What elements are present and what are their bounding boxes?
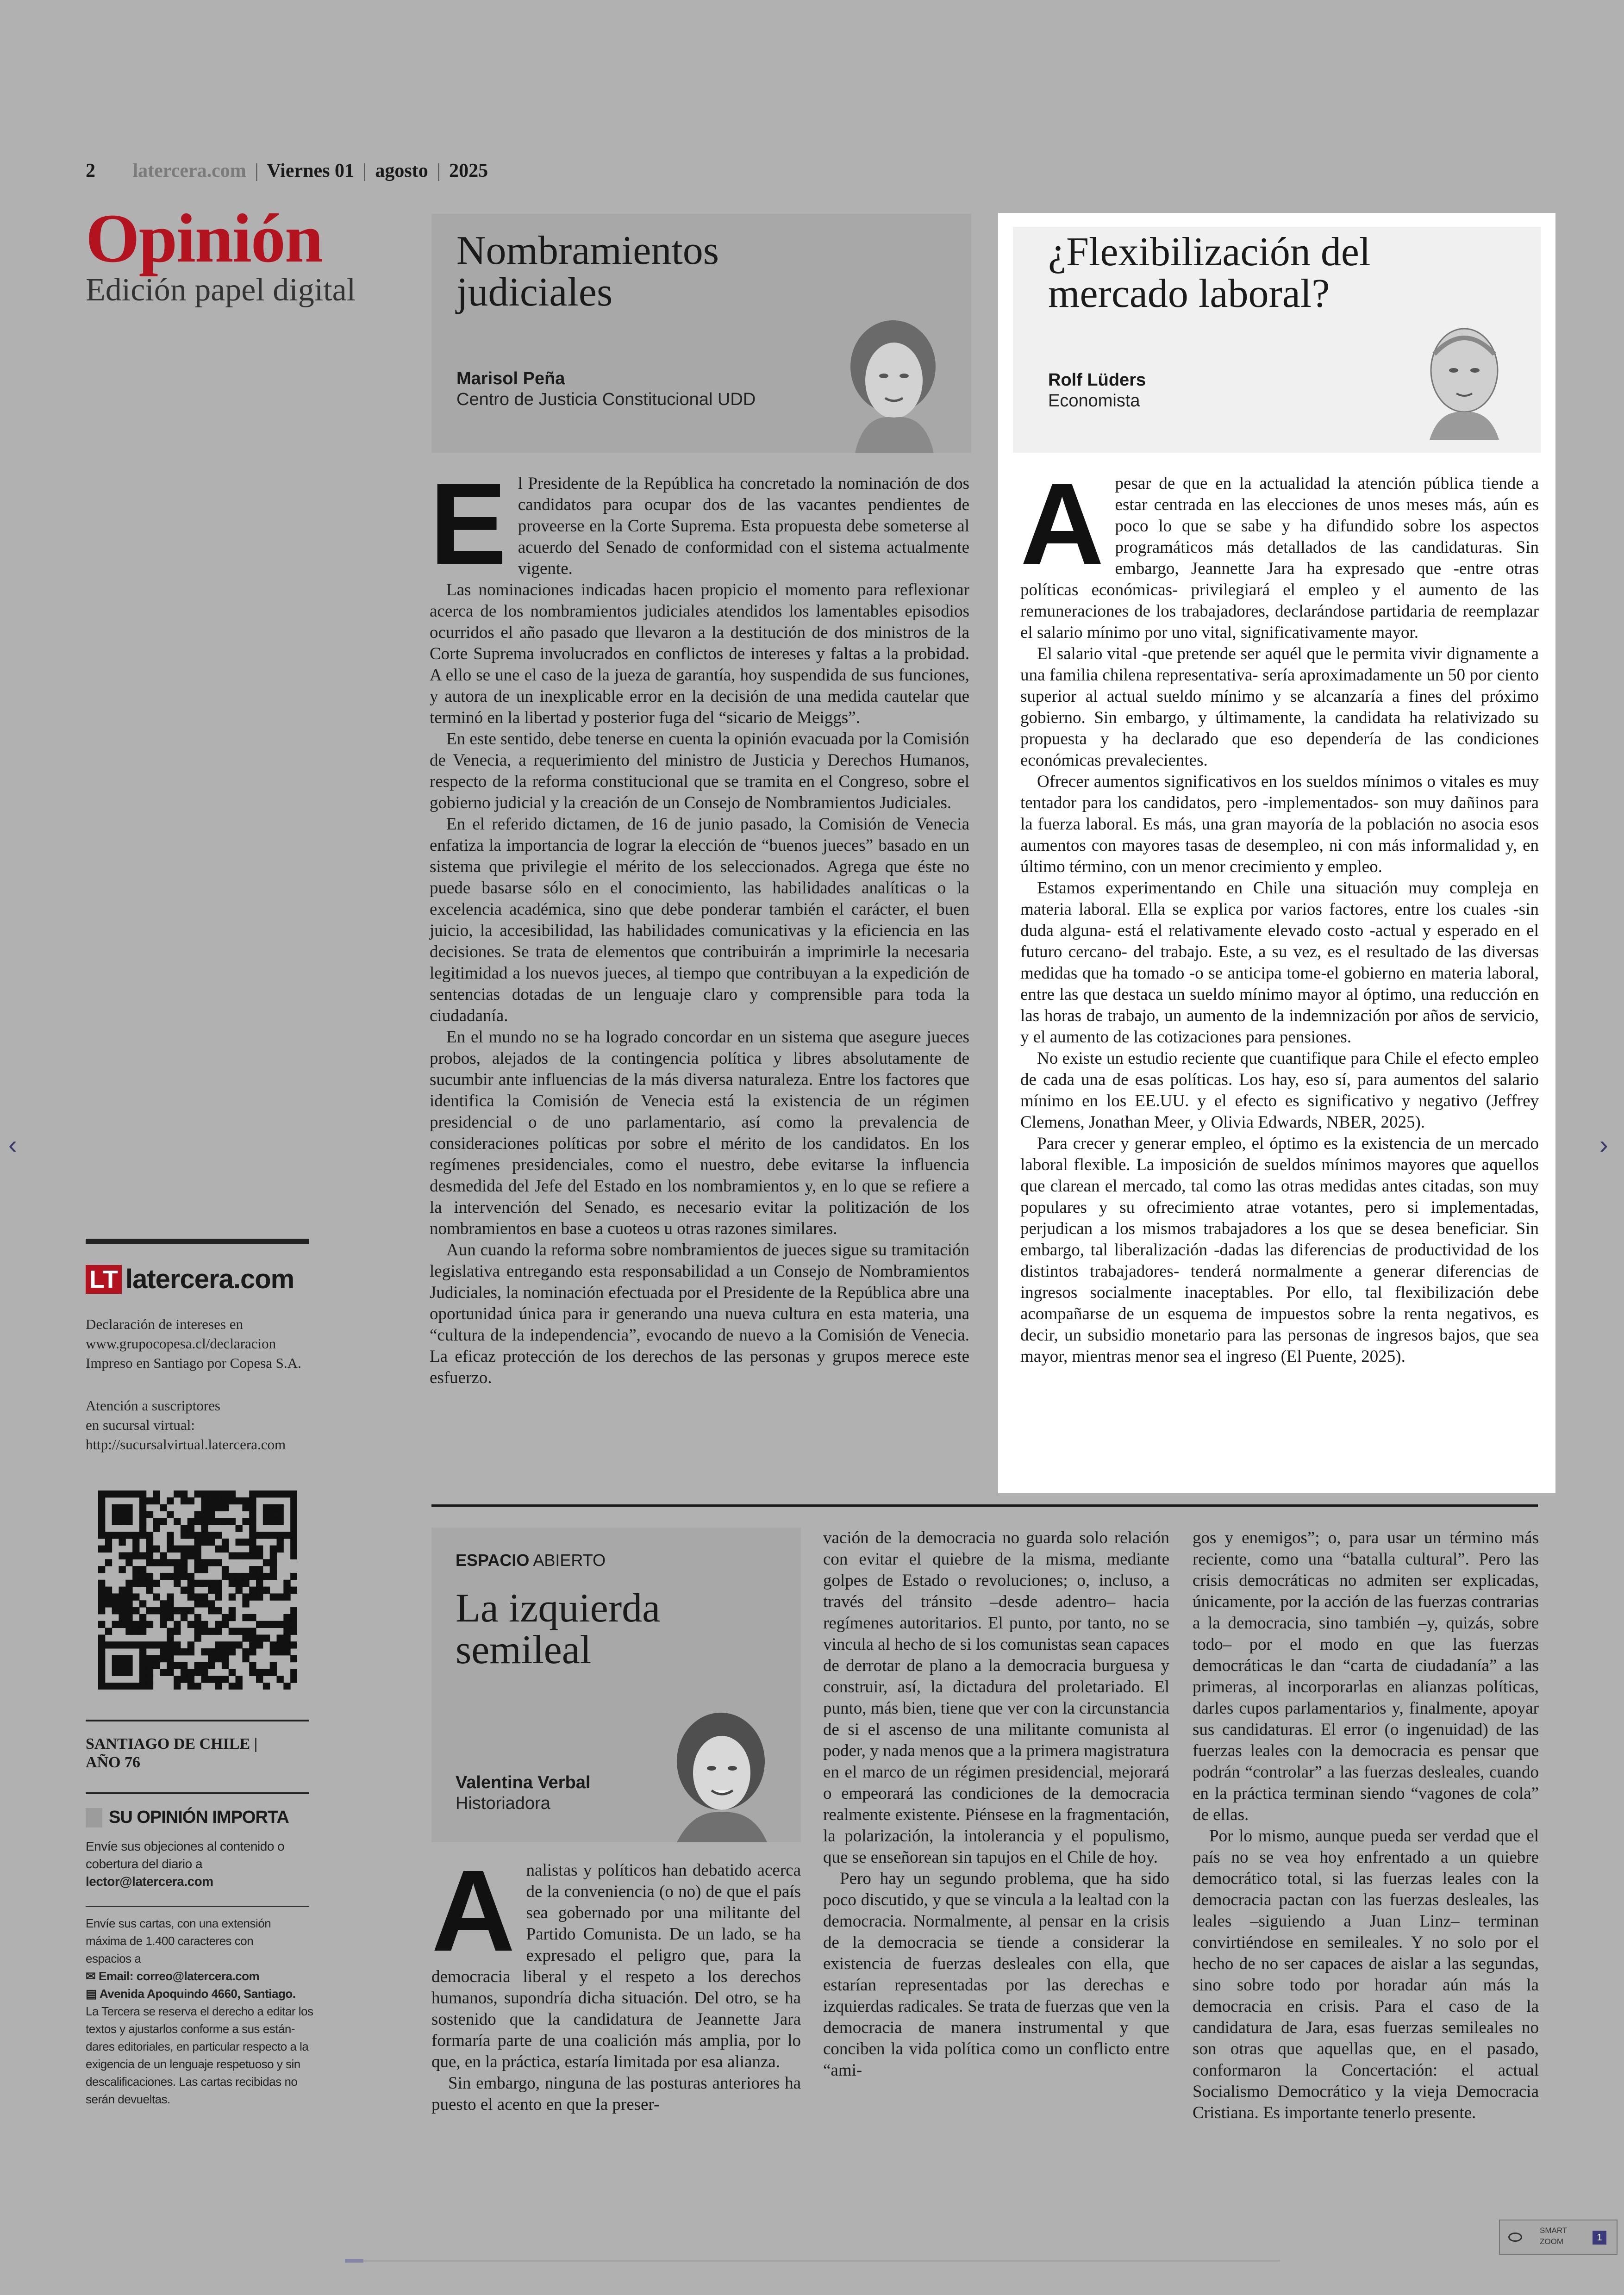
- article1-title: Nombramientos judiciales: [456, 228, 719, 315]
- author-portrait: [665, 1708, 776, 1842]
- smart-zoom-badge: 1: [1593, 2231, 1606, 2245]
- opinion-heading: SU OPINIÓN IMPORTA: [86, 1808, 289, 1827]
- page-number: 2: [86, 160, 95, 181]
- article1-header: [431, 214, 971, 453]
- divider: [431, 1504, 1538, 1507]
- previous-page-button[interactable]: ‹: [8, 1130, 17, 1159]
- horizontal-scrollbar[interactable]: [345, 2260, 1280, 2262]
- divider: [86, 1239, 309, 1244]
- divider: [86, 1906, 309, 1907]
- article3-header: [431, 1528, 801, 1842]
- article1-author: Marisol Peña: [456, 369, 565, 388]
- site-name: latercera.com: [132, 160, 246, 181]
- letters-text: Envíe sus cartas, con una extensión máxima de 1.400 caracteres con espacios a ✉ Email: correo@latercera.com ▤ Avenida Apoquindo 4660, Santiago. La Tercera se reserva el derecho a editar los textos y ajustarlos conforme a sus están- dares editoriales, en particular respecto a la exigencia de un lenguaje respetuoso y sin descalificaciones. Las cartas recibidas no serán devueltas.: [86, 1915, 326, 2108]
- header-month: agosto: [375, 160, 428, 181]
- smart-zoom-button[interactable]: [1499, 2220, 1618, 2255]
- drop-cap: A: [431, 1846, 515, 1975]
- article3-kicker: ESPACIO ABIERTO: [456, 1551, 606, 1570]
- scrollbar-thumb[interactable]: [345, 2259, 363, 2263]
- declaration-text: Declaración de intereses en www.grupocopesa.cl/declaracion Impreso en Santiago por Copesa S.A.: [86, 1316, 301, 1371]
- article3-col1: A nalistas y políticos han debatido acerca de la conveniencia (o no) de que el país sea gobernado por una militante del Partido Comunista. De un lado, se ha expresado el peligro que, para la democracia liberal y el respeto a los derechos humanos, supondría dicha situación. Del otro, se ha sostenido que la candidatura de Jeannette Jara formaría parte de una coalición más amplia, por lo que, en la práctica, estaría limitada por esa alianza. Sin embargo, ninguna de las posturas anteriores ha puesto el acento en que la preser-: [431, 1846, 801, 2114]
- latercera-logo[interactable]: [86, 1264, 294, 1295]
- header-day: Viernes 01: [267, 160, 354, 181]
- drop-cap: E: [430, 459, 507, 588]
- divider: [86, 1720, 309, 1721]
- lt-logo-name: latercera.com: [125, 1264, 294, 1294]
- article2-author: Rolf Lüders: [1048, 370, 1146, 390]
- article3-title: La izquierda semileal: [456, 1586, 661, 1672]
- qr-code[interactable]: [98, 1491, 297, 1690]
- letters-address: ▤ Avenida Apoquindo 4660, Santiago.: [86, 1987, 296, 2001]
- subscriber-text: Atención a suscriptores en sucursal virtual: http://sucursalvirtual.latercera.com: [86, 1397, 286, 1453]
- article1-role: Centro de Justicia Constitucional UDD: [456, 390, 756, 409]
- page-header: 2 latercera.com | Viernes 01 | agosto | 2025: [86, 160, 488, 181]
- article3-col3: gos y enemigos”; o, para usar un término más reciente, como una “batalla cultural”. Pero las crisis democráticas no admiten ser explicadas, únicamente, por la acción de las fuerzas contrarias a la democracia, sino también –y, quizás, sobre todo– por el modo en que las fuerzas democráticas le dan “carta de ciudadanía” a las primeras, al incorporarlas en alianzas políticas, darles cupos parlamentarios y, finalmente, apoyar sus candidaturas. El error (o ingenuidad) de las fuerzas leales con la democracia es pensar que podrán “controlar” a las fuerzas desleales, cuando en la práctica terminan siendo “vagones de cola” de ellas. Por lo mismo, aunque pueda ser verdad que el país no se vea hoy enfrentado a un quiebre democrático total, si las fuerzas leales con la democracia pactan con las fuerzas desleales, las leales –siguiendo a Juan Linz– terminan convirtiéndose en semileales. Y no solo por el hecho de no ser capaces de aislar a las segundas, sino sobre todo por horadar aún más la democracia en crisis. Para el caso de la candidatura de Jara, esas fuerzas semileales no son otras que aquellas que, en el pasado, conformaron la Concertación: el actual Socialismo Democrático y la vieja Democracia Cristiana. Es importante tenerlo presente.: [1193, 1528, 1539, 2122]
- article3-author: Valentina Verbal: [456, 1773, 591, 1792]
- article2-body: A pesar de que en la actualidad la atención pública tiende a estar centrada en las elecciones de unos meses más, aún es poco lo que se sabe y ha difundido sobre los aspectos programáticos más detallados de las candidaturas. Sin embargo, Jeannette Jara ha expresado que -entre otras políticas económicas- privilegiará el empleo y el aumento de las remuneraciones de los trabajadores, declarándose partidaria de reemplazar el salario mínimo por uno vital, significativamente mayor. El salario vital -que pretende ser aquél que le permita vivir dignamente a una familia chilena representativa- sería aproximadamente un 50 por ciento superior al actual sueldo mínimo y se alcanzaría a fines del próximo gobierno. Sin embargo, y últimamente, la candidata ha relativizado su propuesta y ha declarado que eso dependería de las condiciones económicas prevalecientes. Ofrecer aumentos significativos en los sueldos mínimos o vitales es muy tentador para los candidatos, pero -implementados- son muy dañinos para la fuerza laboral. Es más, una gran mayoría de la población no asocia esos aumentos con mayores tasas de desempleo, ni con más informalidad y, en último término, con un menor crecimiento y empleo. Estamos experimentando en Chile una situación muy compleja en materia laboral. Ella se explica por varios factores, entre los cuales -sin duda alguna- está el relativamente elevado costo -actual y esperado en el futuro cercano- del trabajo. Este, a su vez, es el resultado de las diversas medidas que ha tomado -o se anticipa tome-el gobierno en materia laboral, entre las que destaca un sueldo mínimo mayor al óptimo, una reducción en las horas de trabajo, un aumento de la indemnización por años de servicio, y el aumento de las cotizaciones para pensiones. No existe un estudio reciente que cuantifique para Chile el efecto empleo de cada una de esas políticas. Los hay, eso sí, para aumentos del salario mínimo en los EE.UU. y el efecto es significativo y negativo (Jeffrey Clemens, Jonathan Meer, y Olivia Edwards, NBER, 2025). Para crecer y generar empleo, el óptimo es la existencia de un mercado laboral flexible. La imposición de sueldos mínimos mayores que aquellos que clarean el mercado, tal como las otras medidas antes citadas, son muy populares y su ofrecimiento atrae votantes, pero si implementadas, perjudican a los mismos trabajadores a los que se desea beneficiar. Sin embargo, tal liberalización -dadas las diferencias de productividad de los distintos trabajadores- tenderá normalmente a generar diferencias de ingresos socialmente inaceptables. Por ello, tal flexibilización debe acompañarse de un esquema de impuestos sobre la renta negativos, es decir, un subsidio monetario para las personas de ingresos bajos, que sea mayor, mientras menor sea el ingreso (El Puente, 2025).: [1020, 459, 1539, 1366]
- eye-icon: [1508, 2233, 1522, 2242]
- section-title: Opinión: [86, 200, 323, 277]
- article3-role: Historiadora: [456, 1794, 550, 1813]
- smart-zoom-label: SMART ZOOM: [1540, 2226, 1567, 2246]
- section-subtitle: Edición papel digital: [86, 272, 356, 308]
- article1-body: E l Presidente de la República ha concretado la nominación de dos candidatos para ocupar dos de las vacantes pendientes de proveerse en la Corte Suprema. Esta propuesta debe someterse al acuerdo del Senado de conformidad con el sistema actualmente vigente. Las nominaciones indicadas hacen propicio el momento para reflexionar acerca de los nombramientos judiciales atendidos los lamentables episodios ocurridos el año pasado que llevaron a la destitución de dos ministros de la Corte Suprema involucrados en conflictos de intereses y faltas a la probidad. A ello se une el caso de la jueza de garantía, hoy suspendida de sus funciones, y autora de un inexplicable error en la decisión de una medida cautelar que terminó en la libertad y posterior fuga del “sicario de Meiggs”. En este sentido, debe tenerse en cuenta la opinión evacuada por la Comisión de Venecia, a requerimiento del ministro de Justicia y Derechos Humanos, respecto de la reforma constitucional que se tramita en el Congreso, sobre el gobierno judicial y la creación de un Consejo de Nombramientos Judiciales. En el referido dictamen, de 16 de junio pasado, la Comisión de Venecia enfatiza la importancia de lograr la elección de “buenos jueces” basado en un sistema que privilegie el mérito de los seleccionados. Agrega que éste no puede basarse sólo en el conocimiento, las habilidades analíticas o la excelencia académica, sino que debe ponderar también el carácter, el buen juicio, la accesibilidad, las habilidades comunicativas y la eficiencia en las decisiones. Se trata de elementos que contribuirán a imprimirle la necesaria legitimidad a los nuevos jueces, al tiempo que contribuyan a la expedición de sentencias dotadas de un lenguaje claro y comprensible para toda la ciudadanía. En el mundo no se ha logrado concordar en un sistema que asegure jueces probos, alejados de la contingencia política y libres absolutamente de sucumbir ante influencias de la más diversa naturaleza. Entre los factores que identifica la Comisión de Venecia está la existencia de un régimen presidencial o de uno parlamentario, así como la prevalencia de consideraciones políticas por sobre el mérito de los candidatos. En los regímenes presidenciales, como el nuestro, debe evitarse la influencia desmedida del Jefe del Estado en los nombramientos y, en lo que se refiere a la intervención del Senado, es necesario evitar la politización de los nombramientos en base a cuoteos u otras razones similares. Aun cuando la reforma sobre nombramientos de jueces sigue su tramitación legislativa entregando esta responsabilidad a un Consejo de Nombramientos Judiciales, la nominación efectuada por el Presidente de la República abre una oportunidad única para ir generando una nueva cultura en esta materia, una “cultura de la independencia”, evocando de nuevo a la Comisión de Venecia. La eficaz protección de los derechos de las personas y grupos merece este esfuerzo.: [430, 459, 969, 1387]
- header-year: 2025: [449, 160, 488, 181]
- city-year: SANTIAGO DE CHILE | AÑO 76: [86, 1735, 258, 1771]
- article2-role: Economista: [1048, 391, 1140, 411]
- article3-col2: vación de la democracia no guarda solo relación con evitar el quiebre de la misma, mediante golpes de Estado o revoluciones; o, incluso, a través del tránsito –desde adentro– hacia regímenes autoritarios. El punto, por tanto, no se vincula al hecho de si los comunistas sean capaces de derrotar de plano a la democracia burguesa y construir, así, la dictadura del proletariado. El punto, más bien, tiene que ver con la circunstancia de si el ascenso de una militante comunista al poder, y nada menos que a la primera magistratura en el marco de un régimen presidencial, mejorará o empeorará las condiciones de la democracia realmente existente. Piénsese en la fragmentación, la polarización, la intolerancia y el populismo, que se enseñorean sin tapujos en el Chile de hoy. Pero hay un segundo problema, que ha sido poco discutido, y que se vincula a la lealtad con la democracia. Normalmente, al pensar en la crisis de la democracia se tiende a considerar la existencia de fuerzas desleales con ella, que estarían representadas por las derechas e izquierdas radicales. Se trata de fuerzas que ven la democracia de manera instrumental y que conciben la vida política como un conflicto entre “ami-: [823, 1528, 1169, 2080]
- drop-cap: A: [1020, 459, 1104, 588]
- next-page-button[interactable]: ›: [1599, 1130, 1608, 1159]
- divider: [86, 1792, 309, 1794]
- author-portrait: [846, 316, 941, 453]
- article2-header: [1013, 227, 1541, 453]
- opinion-text: Envíe sus objeciones al contenido o cobertura del diario a lector@latercera.com: [86, 1838, 326, 1890]
- letters-email[interactable]: ✉ Email: correo@latercera.com: [86, 1969, 260, 1983]
- lt-logo-mark: LT: [86, 1265, 122, 1294]
- opinion-email[interactable]: lector@latercera.com: [86, 1874, 213, 1889]
- document-icon: [86, 1808, 102, 1827]
- article2-title: ¿Flexibilización del mercado laboral?: [1048, 230, 1371, 316]
- author-portrait: [1416, 317, 1513, 440]
